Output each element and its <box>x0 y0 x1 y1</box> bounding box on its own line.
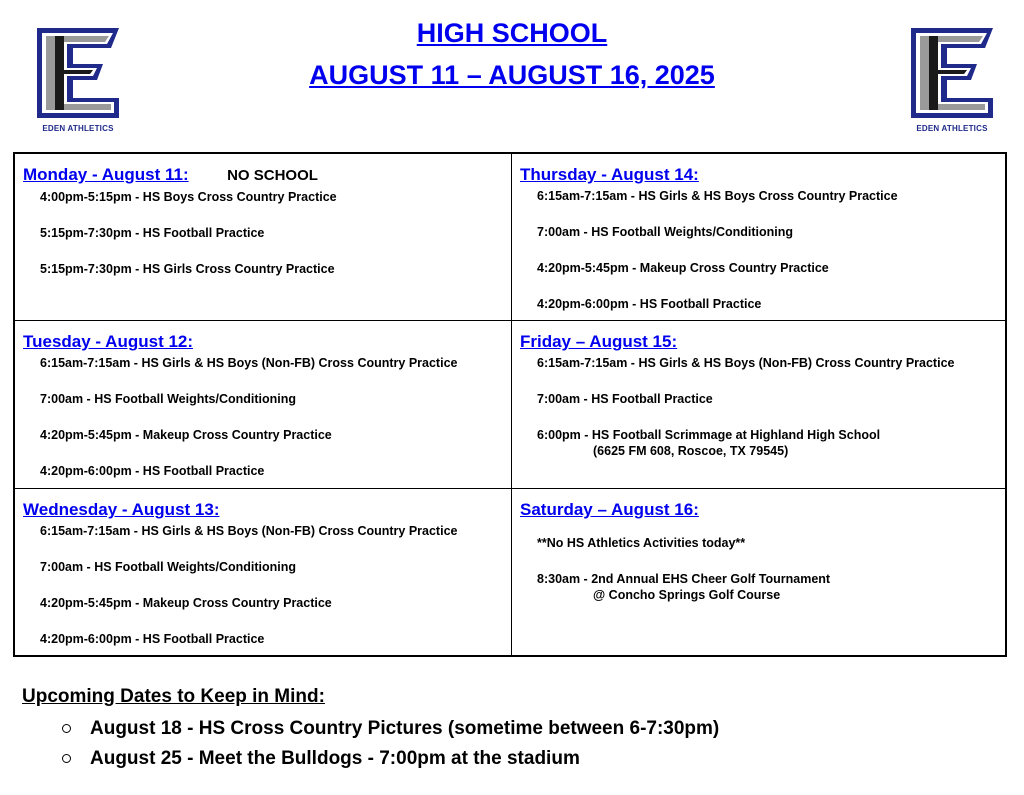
event-list <box>520 188 997 312</box>
page-title: HIGH SCHOOL <box>416 18 608 48</box>
event-item: 7:00am - HS Football Weights/Conditioning <box>537 225 794 239</box>
logo-caption: EDEN ATHLETICS <box>916 124 988 133</box>
event-address: (6625 FM 608, Roscoe, TX 79545) <box>593 444 789 458</box>
circle-bullet-icon <box>62 724 71 733</box>
event-item <box>537 427 997 459</box>
event-item: 5:15pm-7:30pm - HS Girls Cross Country Practice <box>40 262 335 276</box>
event-item: 6:15am-7:15am - HS Girls & HS Boys (Non-FB) Cross Country Practice <box>537 356 955 370</box>
day-heading-thursday: Thursday - August 14: <box>520 165 699 184</box>
event-item: 6:15am-7:15am - HS Girls & HS Boys Cross Country Practice <box>537 189 898 203</box>
event-item: 5:15pm-7:30pm - HS Football Practice <box>40 226 265 240</box>
event-item: 6:15am-7:15am - HS Girls & HS Boys (Non-FB) Cross Country Practice <box>40 356 458 370</box>
event-list <box>520 355 997 459</box>
event-item: 4:20pm-6:00pm - HS Football Practice <box>40 632 265 646</box>
event-list <box>23 189 503 277</box>
event-main-text: 6:00pm - HS Football Scrimmage at Highland High School <box>537 428 881 442</box>
date-range-title: AUGUST 11 – AUGUST 16, 2025 <box>309 60 715 90</box>
upcoming-dates-section <box>22 684 719 774</box>
no-school-note: NO SCHOOL <box>227 167 318 184</box>
event-item: 7:00am - HS Football Weights/Conditioning <box>40 392 297 406</box>
event-item: 4:20pm-5:45pm - Makeup Cross Country Practice <box>537 261 829 275</box>
friday-cell <box>512 321 1005 489</box>
event-item: 4:20pm-6:00pm - HS Football Practice <box>40 464 265 478</box>
day-heading-monday: Monday - August 11: <box>23 165 189 184</box>
event-main-text: 8:30am - 2nd Annual EHS Cheer Golf Tournament <box>537 572 831 586</box>
upcoming-dates-heading: Upcoming Dates to Keep in Mind: <box>22 686 325 707</box>
no-activities-note: **No HS Athletics Activities today** <box>537 536 746 550</box>
day-heading-friday: Friday – August 15: <box>520 332 678 351</box>
event-item: 4:20pm-6:00pm - HS Football Practice <box>537 297 762 311</box>
tuesday-cell <box>15 321 512 489</box>
event-location: @ Concho Springs Golf Course <box>593 588 781 602</box>
event-item: 7:00am - HS Football Practice <box>537 392 713 406</box>
wednesday-cell <box>15 489 512 655</box>
event-list <box>23 523 503 647</box>
circle-bullet-icon <box>62 754 71 763</box>
logo-caption: EDEN ATHLETICS <box>42 124 114 133</box>
monday-cell <box>15 154 512 321</box>
weekly-schedule-table <box>13 152 1007 657</box>
event-item: 4:20pm-5:45pm - Makeup Cross Country Practice <box>40 428 332 442</box>
upcoming-date-item <box>62 714 719 744</box>
event-list <box>23 355 503 479</box>
event-item: 7:00am - HS Football Weights/Conditioning <box>40 560 297 574</box>
day-heading-tuesday: Tuesday - August 12: <box>23 332 194 351</box>
event-item: 6:15am-7:15am - HS Girls & HS Boys (Non-FB) Cross Country Practice <box>40 524 458 538</box>
day-heading-wednesday: Wednesday - August 13: <box>23 500 220 519</box>
event-list <box>520 535 997 603</box>
upcoming-date-text: August 25 - Meet the Bulldogs - 7:00pm at the stadium <box>90 748 580 769</box>
upcoming-date-item <box>62 744 719 774</box>
event-item: 4:20pm-5:45pm - Makeup Cross Country Practice <box>40 596 332 610</box>
upcoming-date-text: August 18 - HS Cross Country Pictures (sometime between 6-7:30pm) <box>90 718 720 739</box>
thursday-cell <box>512 154 1005 321</box>
day-heading-saturday: Saturday – August 16: <box>520 500 699 519</box>
saturday-cell <box>512 489 1005 655</box>
event-item <box>537 571 997 603</box>
upcoming-dates-list <box>22 714 719 774</box>
event-item: 4:00pm-5:15pm - HS Boys Cross Country Practice <box>40 190 337 204</box>
